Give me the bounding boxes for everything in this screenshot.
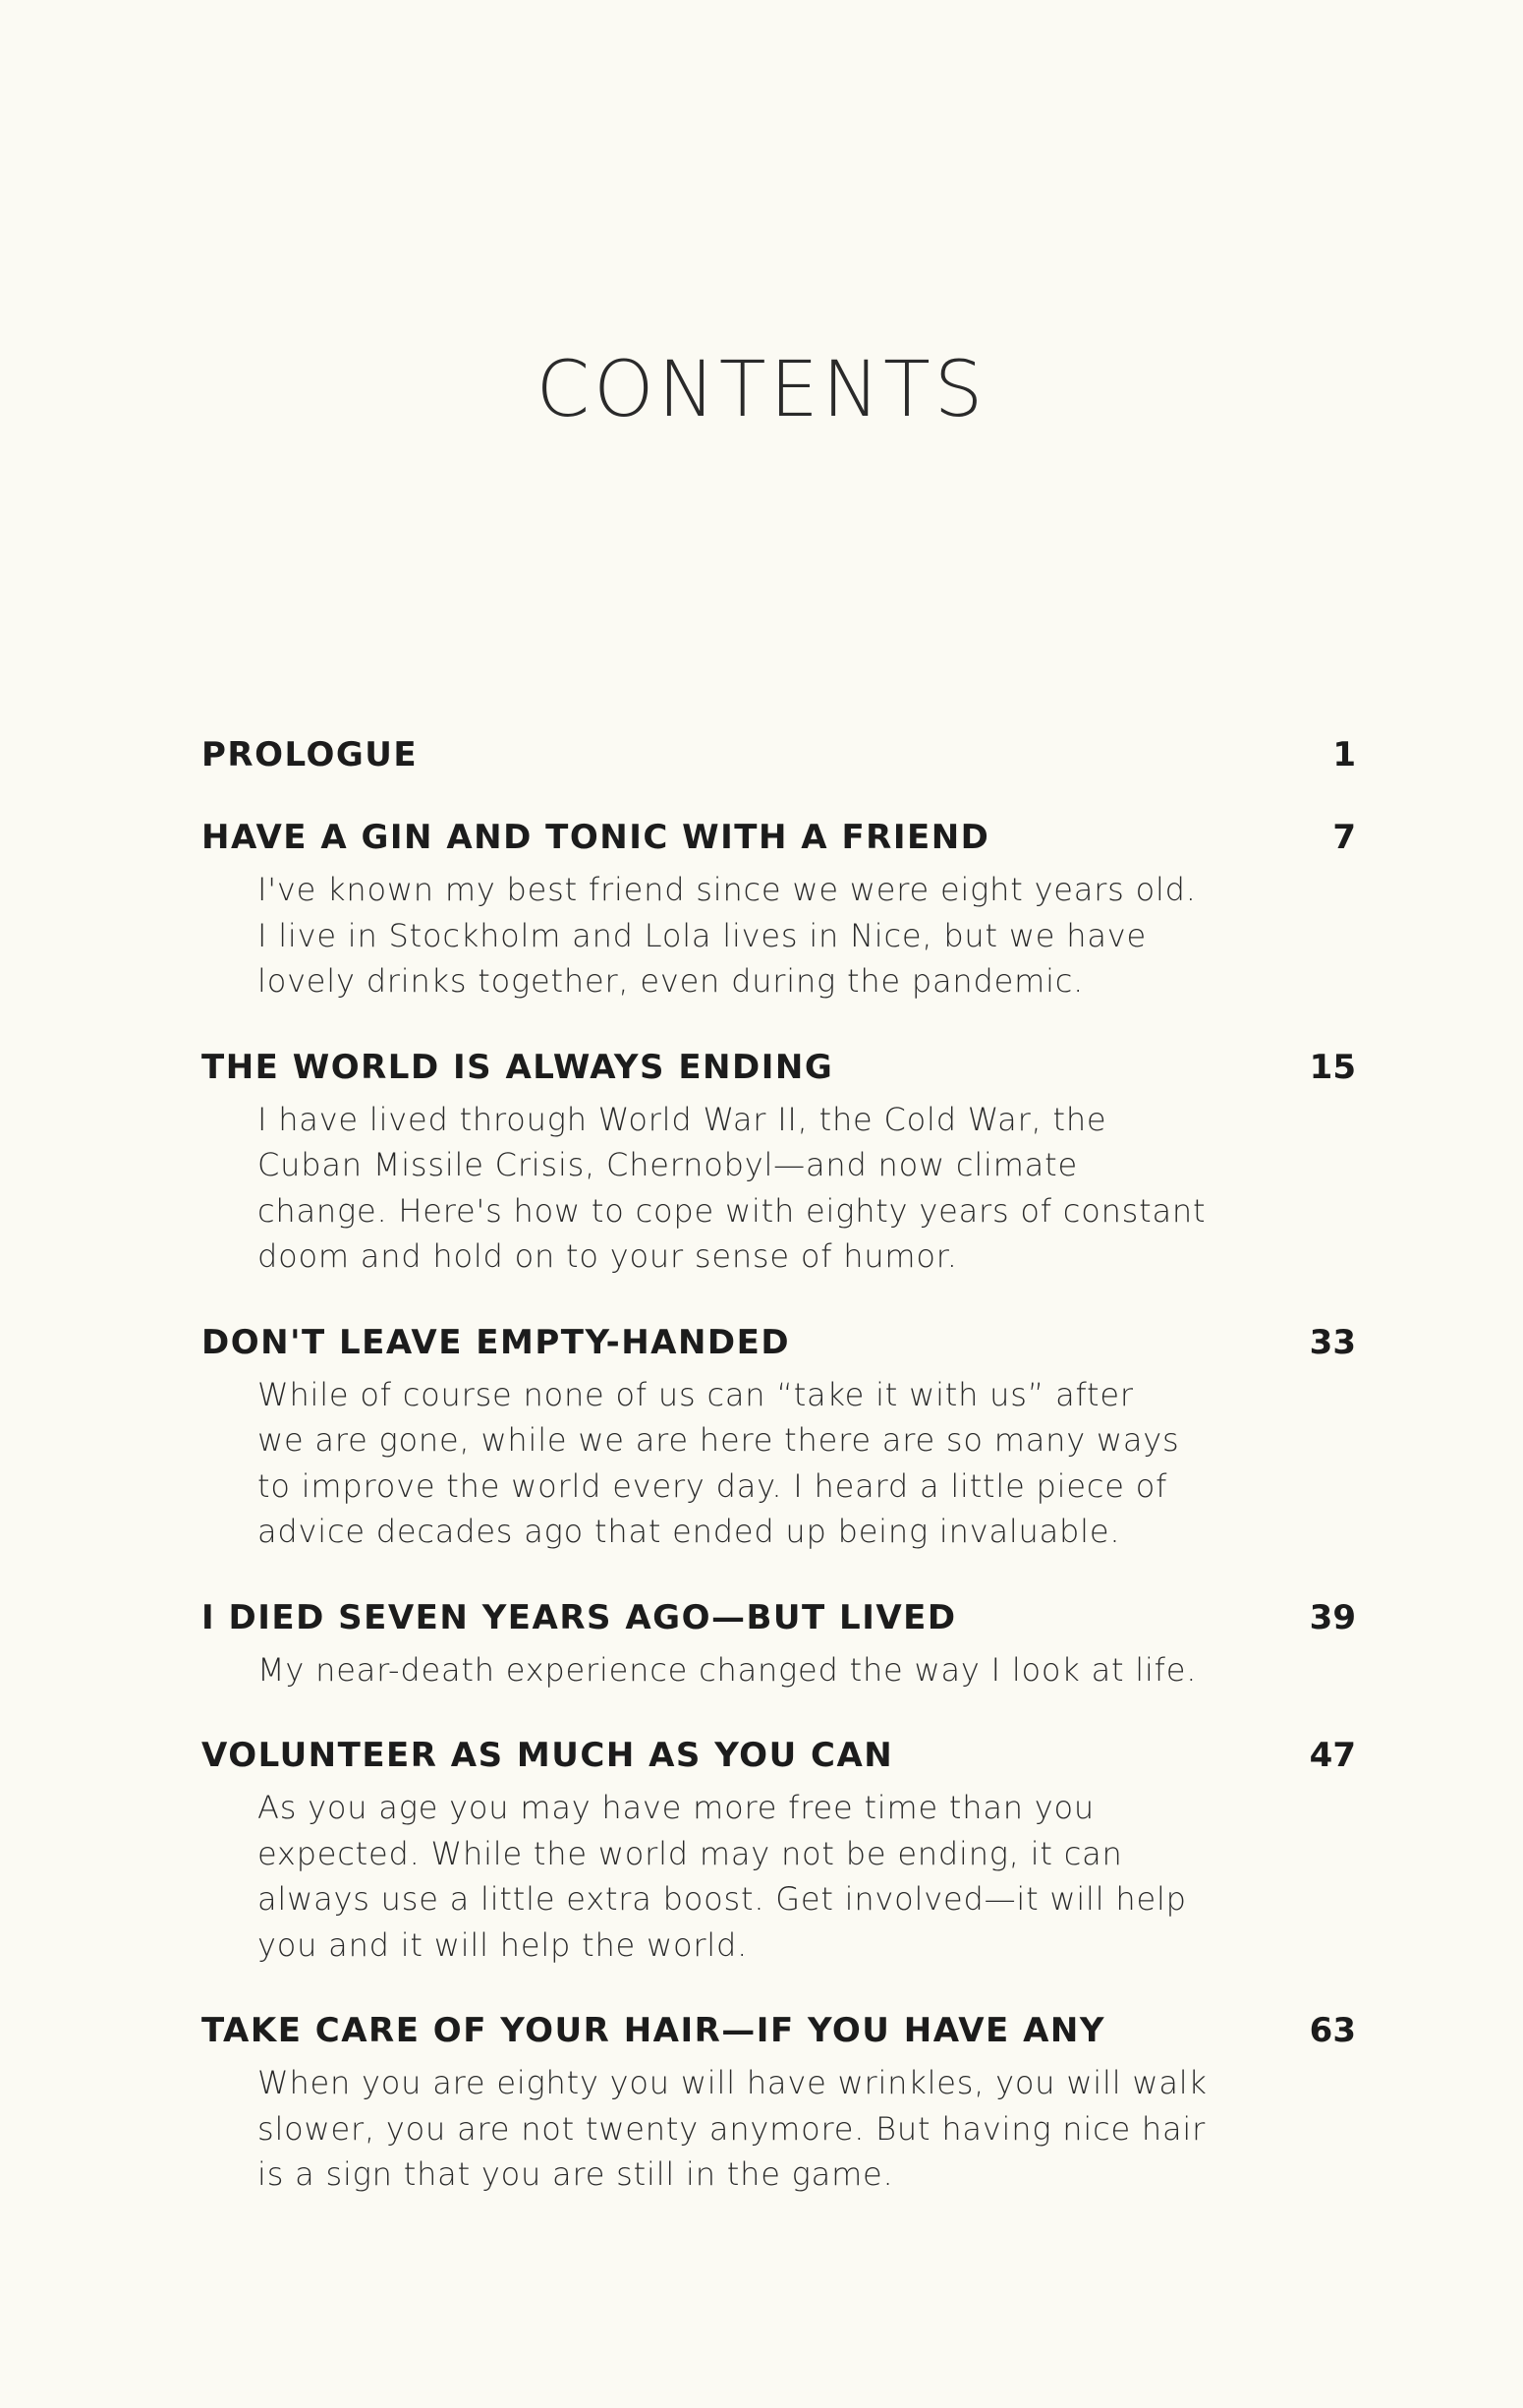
description-line: I've known my best friend since we were eight years old.	[257, 871, 1197, 908]
page-number: 39	[1309, 1597, 1356, 1637]
description-line: slower, you are not twenty anymore. But having nice hair	[257, 2109, 1207, 2148]
description-line: While of course none of us can “take it with us” after	[257, 1375, 1134, 1413]
table-of-contents	[201, 735, 1356, 2241]
page-number: 15	[1309, 1047, 1356, 1087]
description-line: doom and hold on to your sense of humor.	[257, 1237, 958, 1275]
description-line: change. Here's how to cope with eighty years of constant	[257, 1191, 1207, 1230]
page-number: 47	[1309, 1736, 1356, 1775]
description-line: we are gone, while we are here there are so many ways	[257, 1421, 1180, 1459]
chapter-description	[257, 867, 1269, 1004]
description-line: As you age you may have more free time than you	[257, 1789, 1096, 1826]
chapter-title: VOLUNTEER AS MUCH AS YOU CAN	[201, 1736, 894, 1775]
chapter-title: I DIED SEVEN YEARS AGO—BUT LIVED	[201, 1597, 957, 1637]
chapter-title: TAKE CARE OF YOUR HAIR—IF YOU HAVE ANY	[201, 2011, 1105, 2050]
description-line: Cuban Missile Crisis, Chernobyl—and now climate	[257, 1146, 1078, 1183]
toc-entry	[201, 1736, 1356, 1968]
chapter-description	[257, 2060, 1269, 2198]
chapter-description	[257, 1097, 1269, 1280]
description-line: My near-death experience changed the way I look at life.	[257, 1650, 1198, 1689]
chapter-title: DON'T LEAVE EMPTY-HANDED	[201, 1322, 791, 1362]
page-number: 1	[1332, 735, 1356, 774]
page-number: 63	[1309, 2011, 1356, 2050]
toc-entry	[201, 735, 1356, 774]
description-line: When you are eighty you will have wrinkles, you will walk	[257, 2064, 1208, 2101]
chapter-title: HAVE A GIN AND TONIC WITH A FRIEND	[201, 818, 990, 857]
description-line: to improve the world every day. I heard a little piece of	[257, 1466, 1168, 1505]
page-number: 7	[1332, 818, 1356, 857]
toc-entry	[201, 1323, 1356, 1555]
chapter-description	[257, 1785, 1269, 1968]
description-line: I have lived through World War II, the Cold War, the	[257, 1100, 1107, 1138]
page-title: CONTENTS	[536, 346, 987, 434]
chapter-description	[257, 1372, 1269, 1555]
chapter-description	[257, 1647, 1269, 1693]
description-line: I live in Stockholm and Lola lives in Nice, but we have	[257, 916, 1147, 954]
description-line: advice decades ago that ended up being invaluable.	[257, 1513, 1121, 1550]
description-line: lovely drinks together, even during the pandemic.	[257, 962, 1085, 1000]
description-line: is a sign that you are still in the game.	[257, 2155, 894, 2193]
chapter-title: THE WORLD IS ALWAYS ENDING	[201, 1047, 834, 1087]
page-number: 33	[1309, 1322, 1356, 1362]
toc-entry	[201, 1598, 1356, 1693]
description-line: you and it will help the world.	[257, 1925, 749, 1964]
toc-entry	[201, 1048, 1356, 1280]
description-line: expected. While the world may not be ending, it can	[257, 1834, 1123, 1872]
toc-entry	[201, 818, 1356, 1004]
description-line: always use a little extra boost. Get involved—it will help	[257, 1880, 1187, 1918]
chapter-title: PROLOGUE	[201, 735, 419, 774]
toc-entry	[201, 2011, 1356, 2198]
